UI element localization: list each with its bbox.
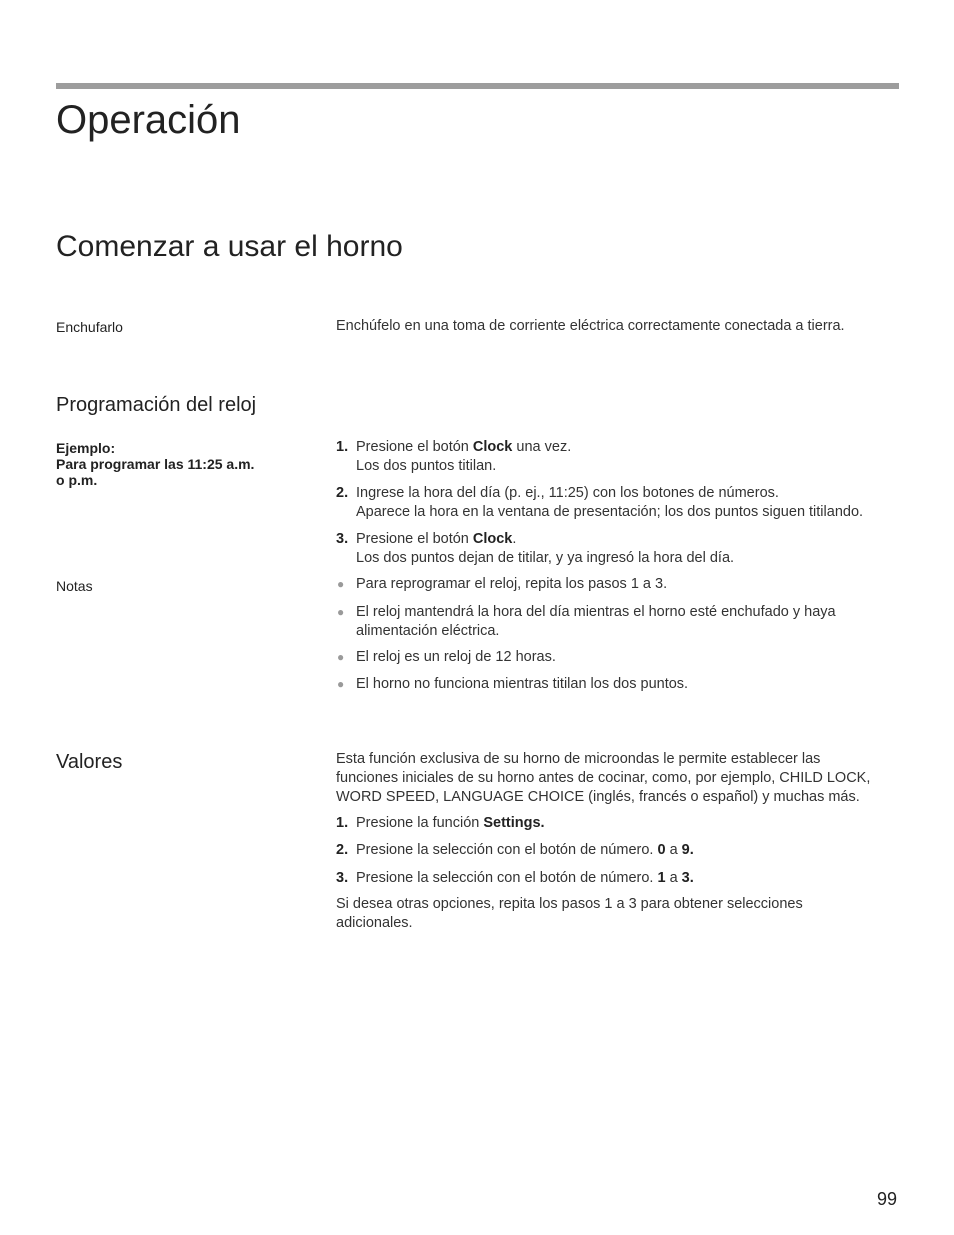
header-rule (56, 83, 899, 89)
step-bold: Clock (472, 439, 513, 455)
page-number: 99 (876, 1189, 897, 1209)
step-bold: 3. (681, 870, 694, 886)
step-text: Aparece la hora en la ventana de presentación; los dos puntos siguen titilando. (356, 504, 864, 520)
clock-step-1 (336, 438, 901, 476)
note-text: alimentación eléctrica. (356, 623, 500, 639)
step-number: 3. (336, 531, 349, 547)
note-text: El reloj es un reloj de 12 horas. (356, 649, 556, 665)
values-step-3 (336, 869, 901, 888)
step-text: Presione el botón (356, 439, 473, 455)
values-step-2 (336, 841, 901, 860)
page-title: Operación (56, 98, 241, 142)
step-number: 2. (336, 842, 349, 858)
note-item (336, 603, 901, 641)
values-step-1 (336, 814, 901, 833)
step-number: 1. (336, 439, 349, 455)
step-text: Los dos puntos dejan de titilar, y ya ingresó la hora del día. (356, 550, 735, 566)
note-text: Para reprogramar el reloj, repita los pasos 1 a 3. (356, 576, 668, 592)
step-bold: Settings. (483, 815, 545, 831)
step-text: Ingrese la hora del día (p. ej., 11:25) con los botones de números. (356, 485, 779, 501)
intro-line: WORD SPEED, LANGUAGE CHOICE (inglés, francés o español) y muchas más. (336, 789, 860, 805)
values-intro (336, 750, 901, 807)
example-text-1: Para programar las 11:25 a.m. (56, 456, 255, 472)
step-text: Presione el botón (356, 531, 473, 547)
step-text: Presione la selección con el botón de número. (356, 842, 658, 858)
outro-line: Si desea otras opciones, repita los pasos 1 a 3 para obtener selecciones (336, 896, 803, 912)
bullet-icon: ● (337, 677, 345, 691)
step-text: Los dos puntos titilan. (356, 458, 497, 474)
clock-heading: Programación del reloj (56, 394, 257, 416)
notes-label: Notas (56, 578, 93, 594)
step-text: Presione la función (356, 815, 484, 831)
note-text: El horno no funciona mientras titilan los dos puntos. (356, 676, 689, 692)
values-heading: Valores (56, 751, 123, 773)
clock-step-3 (336, 530, 901, 568)
step-number: 1. (336, 815, 349, 831)
step-bold: 1 (657, 870, 666, 886)
step-bold: 9. (681, 842, 694, 858)
step-text: . (512, 531, 517, 547)
note-item (336, 648, 901, 667)
step-text: Presione la selección con el botón de número. (356, 870, 658, 886)
clock-example (56, 440, 254, 488)
example-text-2: o p.m. (56, 472, 98, 488)
step-number: 2. (336, 485, 349, 501)
values-outro (336, 895, 901, 933)
step-bold: Clock (472, 531, 513, 547)
step-text: a (665, 870, 682, 886)
note-item (336, 575, 901, 594)
step-text: una vez. (512, 439, 572, 455)
bullet-icon: ● (337, 577, 345, 591)
bullet-icon: ● (337, 650, 345, 664)
note-item (336, 675, 901, 694)
clock-step-2 (336, 484, 901, 522)
bullet-icon: ● (337, 605, 345, 619)
intro-line: funciones iniciales de su horno antes de cocinar, como, por ejemplo, CHILD LOCK, (336, 770, 871, 786)
note-text: El reloj mantendrá la hora del día mientras el horno esté enchufado y haya (356, 604, 836, 620)
plug-label: Enchufarlo (56, 319, 123, 335)
plug-text: Enchúfelo en una toma de corriente eléctrica correctamente conectada a tierra. (336, 318, 845, 334)
step-number: 3. (336, 870, 349, 886)
intro-line: Esta función exclusiva de su horno de microondas le permite establecer las (336, 751, 821, 767)
example-label: Ejemplo: (56, 440, 116, 456)
outro-line: adicionales. (336, 915, 413, 931)
section-title: Comenzar a usar el horno (56, 230, 403, 263)
step-bold: 0 (657, 842, 666, 858)
step-text: a (665, 842, 682, 858)
